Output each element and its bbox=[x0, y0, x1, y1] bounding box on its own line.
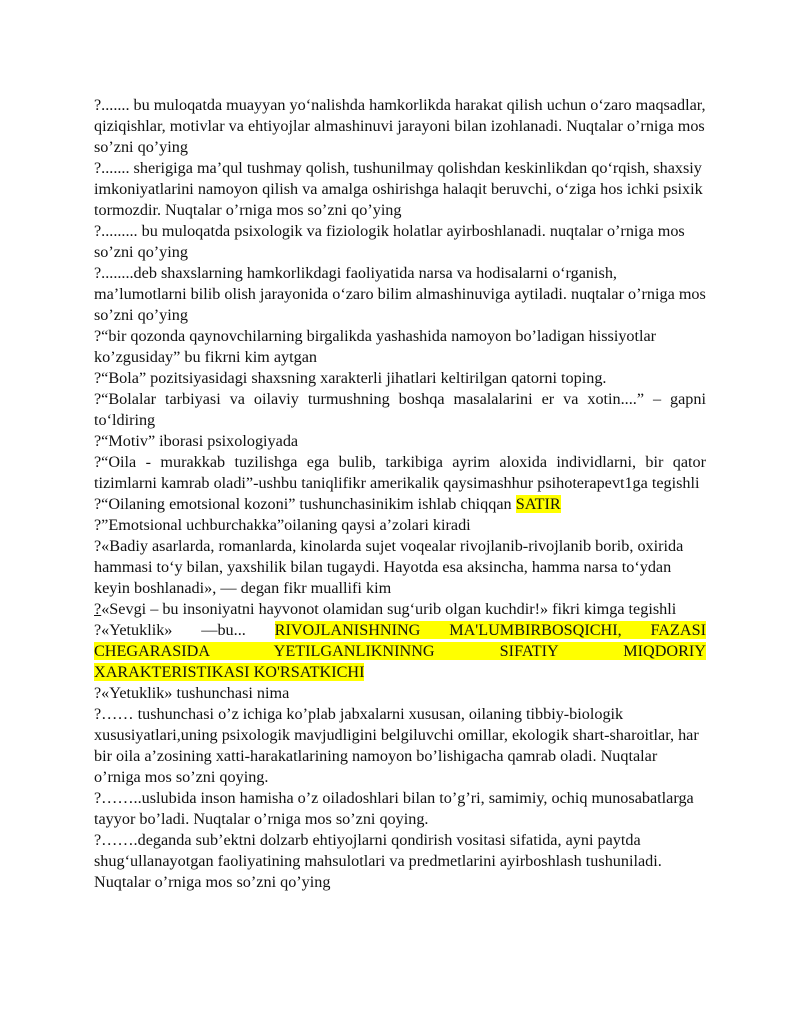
question-15: ?«Yetuklik» tushunchasi nima bbox=[94, 684, 290, 702]
question-11: ?”Emotsional uchburchakka”oilaning qaysi a’zolari kiradi bbox=[94, 516, 471, 534]
document-page bbox=[94, 95, 706, 893]
question-2: ?....... sherigiga ma’qul tushmay qolish, tushunilmay qolishdan keskinlikdan qo‘rqish, shaxsiy imkoniyatlarini namoyon qilish va amalga oshirishga halaqit beruvchi, o‘ziga hos ichki psixik tormozdir. Nuqtalar o’rniga mos so’zni qo’ying bbox=[94, 159, 703, 219]
question-7: ?“Bolalar tarbiyasi va oilaviy turmushning boshqa masalalarini er va xotin....” – gapni to‘ldiring bbox=[94, 390, 706, 429]
question-16: ?…… tushunchasi o’z ichiga ko’plab jabxalarni xususan, oilaning tibbiy-biologik xususiyatlari,uning psixologik mavjudligini belgiluvchi omillar, ekologik shart-sharoitlar, har bir oila a’zosining xatti-harakatlarining namoyon bo’lishigacha qamrab oladi. Nuqtalar o’rniga mos so’zni qoying. bbox=[94, 705, 699, 786]
question-6: ?“Bola” pozitsiyasidagi shaxsning xarakterli jihatlari keltirilgan qatorni toping. bbox=[94, 369, 607, 387]
question-14 bbox=[94, 620, 706, 662]
question-13 bbox=[94, 599, 706, 620]
question-3: ?......... bu muloqatda psixologik va fiziologik holatlar ayirboshlanadi. nuqtalar o’rniga mos so’zni qo’ying bbox=[94, 222, 685, 261]
question-14-answer-line-2: XARAKTERISTIKASI KO'RSATKICHI bbox=[94, 663, 365, 681]
question-17: ?……..uslubida inson hamisha o’z oiladoshlari bilan to’g’ri, samimiy, ochiq munosabatlarga tayyor bo’ladi. Nuqtalar o’rniga mos so’zni qoying. bbox=[94, 789, 694, 828]
question-10-answer: SATIR bbox=[515, 495, 561, 513]
question-1: ?....... bu muloqatda muayyan yo‘nalishda hamkorlikda harakat qilish uchun o‘zaro maqsadlar, qiziqishlar, motivlar va ehtiyojlar almashinuvi jarayoni bilan izohlanadi. Nuqtalar o’rniga mos so’zni qo’ying bbox=[94, 96, 706, 156]
question-12: ?«Badiy asarlarda, romanlarda, kinolarda sujet voqealar rivojlanib-rivojlanib borib, oxirida hammasi to‘y bilan, yaxshilik bilan tugaydi. Hayotda esa aksincha, hamma narsa to‘ydan keyin boshlanadi», — degan fikr muallifi kim bbox=[94, 537, 684, 597]
question-13-text: «Sevgi – bu insoniyatni hayvonot olamidan sug‘urib olgan kuchdir!» fikri kimga tegishli bbox=[101, 600, 677, 618]
question-5: ?“bir qozonda qaynovchilarning birgalikda yashashida namoyon bo’ladigan hissiyotlar ko’zgusiday” bu fikrni kim aytgan bbox=[94, 327, 657, 366]
question-8: ?“Motiv” iborasi psixologiyada bbox=[94, 432, 299, 450]
question-14-continued bbox=[94, 662, 706, 683]
question-9: ?“Oila - murakkab tuzilishga ega bulib, tarkibiga ayrim aloxida individlarni, bir qator tizimlarni kamrab oladi”-ushbu taniqlifikr amerikalik qaysimashhur psihoterapevt1ga tegishli bbox=[94, 453, 706, 492]
question-13-mark: ? bbox=[94, 600, 102, 618]
question-4: ?........deb shaxslarning hamkorlikdagi faoliyatida narsa va hodisalarni o‘rganish, ma’lumotlarni bilib olish jarayonida o‘zaro bilim almashinuviga aytiladi. nuqtalar o’rniga mos so’zni qo’ying bbox=[94, 264, 706, 324]
question-10 bbox=[94, 494, 706, 515]
question-18: ?…….deganda sub’ektni dolzarb ehtiyojlarni qondirish vositasi sifatida, ayni paytda shug‘ullanayotgan faoliyatining mahsulotlari va predmetlarini ayirboshlash tushuniladi. Nuqtalar o’rniga mos so’zni qo’ying bbox=[94, 831, 662, 891]
question-14-lead: ?«Yetuklik» —bu... bbox=[94, 621, 275, 639]
question-14-answer-line-1: RIVOJLANISHNING MA'LUMBIRBOSQICHI, FAZASI CHEGARASIDA YETILGANLIKNINNG SIFATIY MIQDORIY bbox=[94, 621, 707, 660]
question-10-text: ?“Oilaning emotsional kozoni” tushunchasinikim ishlab chiqqan bbox=[94, 495, 516, 513]
